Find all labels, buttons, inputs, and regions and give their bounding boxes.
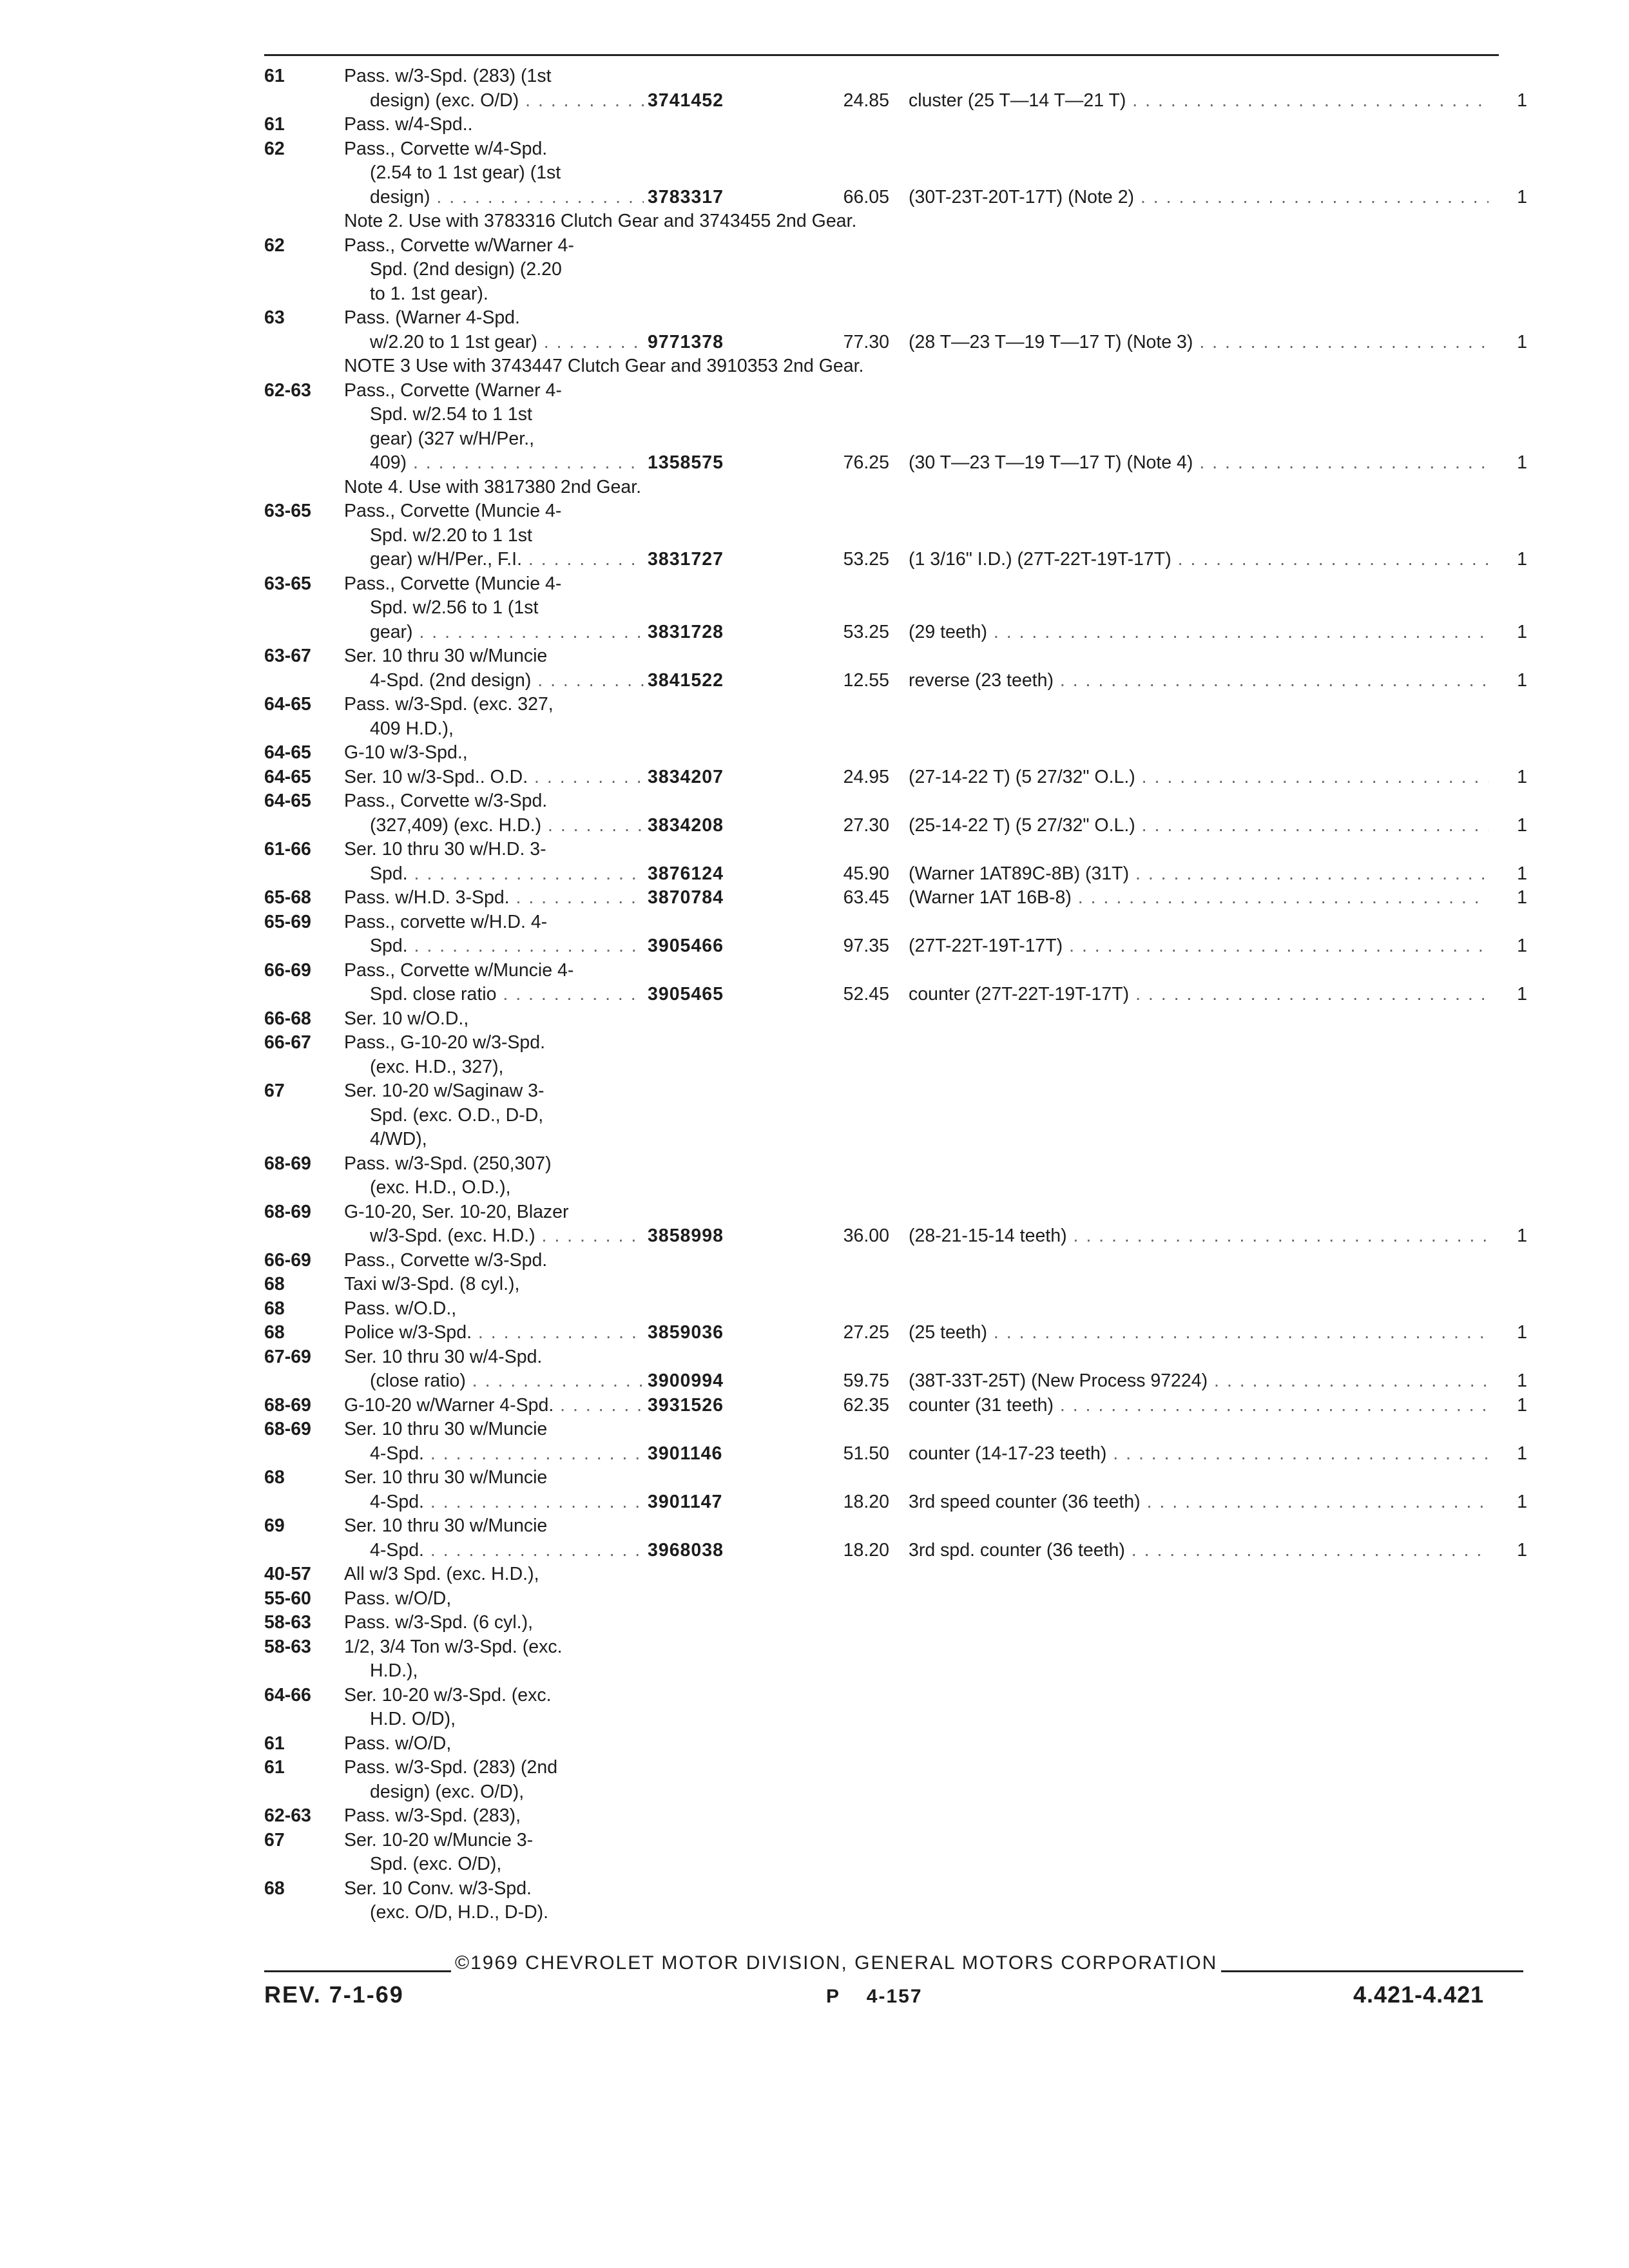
- quantity: 1: [1517, 90, 1527, 111]
- description-line: Pass. w/4-Spd..: [344, 114, 473, 135]
- parts-row: [264, 1249, 1527, 1273]
- description-line: Pass. w/3-Spd. (283) (1st: [344, 66, 552, 86]
- parts-row: [264, 1345, 1527, 1394]
- description-line: 4-Spd. . . .: [344, 1539, 644, 1563]
- quantity: 1: [1517, 1491, 1527, 1512]
- gear-specification: cluster (25 T—14 T—21 T) . . .: [909, 89, 1489, 113]
- application-description: [344, 959, 644, 1007]
- part-number: 3858998: [648, 1225, 724, 1246]
- description-line: Pass., Corvette (Muncie 4-: [344, 573, 562, 594]
- parts-row: [264, 741, 1527, 765]
- model-years: 68-69: [264, 1394, 311, 1416]
- description-line: (327,409) (exc. H.D.) . . .: [344, 814, 644, 838]
- part-number: 3741452: [648, 90, 724, 111]
- part-number: 3905465: [648, 984, 724, 1004]
- parts-row: [264, 572, 1527, 645]
- quantity: 1: [1517, 936, 1527, 956]
- application-description: [344, 64, 644, 113]
- description-line: Pass., Corvette w/4-Spd.: [344, 138, 548, 159]
- parts-row: [264, 1079, 1527, 1152]
- description-line: Spd. (exc. O/D),: [370, 1854, 502, 1874]
- gear-specification: counter (31 teeth) . . .: [909, 1394, 1489, 1418]
- description-line: gear) (327 w/H/Per.,: [370, 428, 535, 449]
- description-line: (close ratio) . . .: [344, 1369, 644, 1394]
- application-description: [344, 789, 644, 838]
- price: 36.00: [843, 1225, 889, 1246]
- description-line: Pass. w/3-Spd. (283) (2nd: [344, 1757, 558, 1778]
- application-description: [344, 1756, 644, 1804]
- price: 18.20: [843, 1491, 889, 1512]
- note-text: Note 4. Use with 3817380 2nd Gear.: [344, 476, 642, 497]
- application-description: [344, 1394, 644, 1418]
- parts-row: [264, 1200, 1527, 1249]
- parts-row: [264, 1514, 1527, 1562]
- description-line: Ser. 10-20 w/3-Spd. (exc.: [344, 1684, 552, 1706]
- application-description: [344, 234, 644, 307]
- application-description: [344, 1079, 644, 1152]
- gear-specification: 3rd spd. counter (36 teeth) . . .: [909, 1539, 1489, 1563]
- model-years: 64-65: [264, 766, 311, 787]
- description-line: Pass., Corvette (Muncie 4-: [344, 501, 562, 521]
- description-line: 4-Spd. (2nd design) . . .: [344, 669, 644, 693]
- application-description: [344, 499, 644, 572]
- model-years: 62-63: [264, 380, 311, 401]
- model-years: 63-65: [264, 501, 311, 521]
- description-line: Pass. w/3-Spd. (283),: [344, 1805, 521, 1826]
- gear-specification: (1 3/16" I.D.) (27T-22T-19T-17T) . . .: [909, 548, 1489, 572]
- application-description: [344, 1152, 644, 1200]
- description-line: H.D.),: [370, 1660, 418, 1681]
- description-line: gear) w/H/Per., F.I. . . .: [344, 548, 644, 572]
- note-text: Note 2. Use with 3783316 Clutch Gear and 3743455 2nd Gear.: [344, 211, 857, 231]
- parts-row: [264, 137, 1527, 210]
- model-years: 64-65: [264, 694, 311, 715]
- parts-row: [264, 1394, 1527, 1418]
- application-description: [344, 1031, 644, 1079]
- quantity: 1: [1517, 331, 1527, 352]
- description-line: G-10-20, Ser. 10-20, Blazer: [344, 1201, 569, 1222]
- application-description: [344, 1466, 644, 1514]
- description-line: Pass. w/O/D,: [344, 1733, 452, 1754]
- price: 24.85: [843, 90, 889, 111]
- copyright-text: ©1969 CHEVROLET MOTOR DIVISION, GENERAL MOTORS CORPORATION: [451, 1952, 1221, 1974]
- part-number: 3876124: [648, 863, 724, 884]
- application-description: [344, 137, 644, 210]
- description-line: Pass., G-10-20 w/3-Spd.: [344, 1032, 546, 1053]
- parts-row: [264, 1732, 1527, 1756]
- gear-specification: (27T-22T-19T-17T) . . .: [909, 934, 1489, 959]
- description-line: Pass., Corvette (Warner 4-: [344, 380, 562, 401]
- application-description: [344, 1297, 644, 1321]
- description-line: 409) . . .: [344, 451, 644, 476]
- revision-date: REV. 7-1-69: [264, 1981, 404, 2008]
- part-number: 3905466: [648, 936, 724, 956]
- top-rule: [264, 54, 1499, 56]
- description-line: w/2.20 to 1 1st gear) . . .: [344, 331, 644, 355]
- section-number: 4.421-4.421: [1353, 1981, 1485, 2008]
- model-years: 40-57: [264, 1564, 311, 1584]
- quantity: 1: [1517, 1225, 1527, 1246]
- application-description: [344, 1732, 644, 1756]
- application-description: [344, 1345, 644, 1394]
- gear-specification: (Warner 1AT 16B-8) . . .: [909, 886, 1489, 910]
- price: 24.95: [843, 766, 889, 787]
- description-line: (exc. O/D, H.D., D-D).: [370, 1902, 549, 1923]
- price: 63.45: [843, 887, 889, 908]
- parts-row: [264, 1829, 1527, 1877]
- quantity: 1: [1517, 669, 1527, 691]
- description-line: Ser. 10 thru 30 w/H.D. 3-: [344, 839, 546, 860]
- parts-row: [264, 1562, 1527, 1587]
- price: 12.55: [843, 669, 889, 691]
- description-line: Pass., Corvette w/Muncie 4-: [344, 959, 574, 981]
- parts-list: [264, 64, 1527, 1925]
- application-description: [344, 1635, 644, 1684]
- model-years: 68: [264, 1322, 285, 1343]
- gear-specification: 3rd speed counter (36 teeth) . . .: [909, 1490, 1489, 1515]
- parts-row: [264, 1031, 1527, 1079]
- part-number: 3834207: [648, 766, 724, 787]
- parts-row: [264, 1152, 1527, 1200]
- parts-row: [264, 693, 1527, 741]
- description-line: design) (exc. O/D),: [370, 1781, 525, 1802]
- quantity: 1: [1517, 549, 1527, 570]
- quantity: 1: [1517, 1394, 1527, 1416]
- description-line: Pass. w/3-Spd. (6 cyl.),: [344, 1612, 534, 1633]
- quantity: 1: [1517, 863, 1527, 884]
- application-description: [344, 1321, 644, 1345]
- model-years: 64-66: [264, 1684, 311, 1706]
- description-line: Ser. 10 thru 30 w/Muncie: [344, 646, 548, 666]
- parts-row: [264, 644, 1527, 693]
- parts-row: [264, 838, 1527, 886]
- description-line: design) . . .: [344, 186, 644, 210]
- model-years: 61-66: [264, 839, 311, 860]
- description-line: Pass. (Warner 4-Spd.: [344, 307, 520, 328]
- model-years: 68: [264, 1467, 285, 1488]
- part-number: 3931526: [648, 1394, 724, 1416]
- gear-specification: (30T-23T-20T-17T) (Note 2) . . .: [909, 186, 1489, 210]
- application-description: [344, 693, 644, 741]
- parts-row: [264, 1273, 1527, 1297]
- model-years: 62-63: [264, 1805, 311, 1826]
- gear-specification: counter (27T-22T-19T-17T) . . .: [909, 983, 1489, 1007]
- parts-row: [264, 499, 1527, 572]
- parts-row: [264, 1756, 1527, 1804]
- model-years: 65-68: [264, 887, 311, 908]
- application-description: [344, 572, 644, 645]
- price: 53.25: [843, 621, 889, 642]
- parts-row: [264, 379, 1527, 476]
- gear-specification: (29 teeth) . . .: [909, 620, 1489, 645]
- application-description: [344, 379, 644, 476]
- part-number: 3831728: [648, 621, 724, 642]
- part-number: 3901147: [648, 1491, 723, 1512]
- parts-row: [264, 1418, 1527, 1466]
- description-line: Ser. 10-20 w/Muncie 3-: [344, 1829, 534, 1850]
- part-number: 3870784: [648, 887, 724, 908]
- description-line: (exc. H.D., 327),: [370, 1056, 504, 1077]
- application-description: [344, 644, 644, 693]
- model-years: 68-69: [264, 1153, 311, 1174]
- description-line: Pass. w/3-Spd. (250,307): [344, 1153, 552, 1174]
- model-years: 65-69: [264, 911, 311, 932]
- description-line: All w/3 Spd. (exc. H.D.),: [344, 1564, 539, 1584]
- price: 76.25: [843, 452, 889, 473]
- model-years: 68: [264, 1274, 285, 1294]
- model-years: 66-69: [264, 959, 311, 981]
- price: 66.05: [843, 186, 889, 207]
- application-description: [344, 1418, 644, 1466]
- description-line: (2.54 to 1 1st gear) (1st: [370, 162, 561, 183]
- application-description: [344, 1877, 644, 1925]
- gear-specification: (Warner 1AT89C-8B) (31T) . . .: [909, 862, 1489, 887]
- application-description: [344, 838, 644, 886]
- quantity: 1: [1517, 814, 1527, 836]
- parts-row: [264, 113, 1527, 137]
- description-line: 4-Spd. . . .: [344, 1490, 644, 1515]
- model-years: 64-65: [264, 791, 311, 811]
- description-line: Ser. 10 thru 30 w/Muncie: [344, 1467, 548, 1488]
- application-description: [344, 1562, 644, 1587]
- parts-row: [264, 886, 1527, 910]
- application-description: [344, 1611, 644, 1635]
- description-line: (exc. H.D., O.D.),: [370, 1177, 511, 1198]
- model-years: 63-65: [264, 573, 311, 594]
- gear-specification: (28-21-15-14 teeth) . . .: [909, 1224, 1489, 1249]
- model-years: 68-69: [264, 1419, 311, 1439]
- description-line: Taxi w/3-Spd. (8 cyl.),: [344, 1274, 520, 1294]
- application-description: [344, 1514, 644, 1562]
- note-row: [264, 209, 1527, 234]
- parts-row: [264, 1321, 1527, 1345]
- model-years: 61: [264, 1733, 285, 1754]
- part-number: 3968038: [648, 1539, 724, 1561]
- gear-specification: (30 T—23 T—19 T—17 T) (Note 4) . . .: [909, 451, 1489, 476]
- price: 97.35: [843, 936, 889, 956]
- model-years: 67: [264, 1081, 285, 1101]
- gear-specification: (25-14-22 T) (5 27/32" O.L.) . . .: [909, 814, 1489, 838]
- price: 59.75: [843, 1370, 889, 1391]
- description-line: Ser. 10 w/3-Spd.. O.D. . . .: [344, 765, 644, 790]
- description-line: Pass. w/O.D.,: [344, 1298, 457, 1319]
- part-number: 3831727: [648, 549, 724, 570]
- quantity: 1: [1517, 1539, 1527, 1561]
- parts-row: [264, 234, 1527, 307]
- model-years: 63-67: [264, 646, 311, 666]
- part-number: 3900994: [648, 1370, 724, 1391]
- gear-specification: reverse (23 teeth) . . .: [909, 669, 1489, 693]
- parts-row: [264, 765, 1527, 790]
- description-line: Spd. . . .: [344, 934, 644, 959]
- model-years: 68: [264, 1878, 285, 1899]
- quantity: 1: [1517, 766, 1527, 787]
- application-description: [344, 1587, 644, 1611]
- model-years: 55-60: [264, 1588, 311, 1609]
- price: 52.45: [843, 984, 889, 1004]
- description-line: 1/2, 3/4 Ton w/3-Spd. (exc.: [344, 1636, 563, 1657]
- parts-row: [264, 64, 1527, 113]
- model-years: 69: [264, 1515, 285, 1536]
- description-line: Spd. close ratio . . .: [344, 983, 644, 1007]
- model-years: 66-69: [264, 1249, 311, 1271]
- parts-row: [264, 1466, 1527, 1514]
- description-line: Pass., Corvette w/3-Spd.: [344, 791, 548, 811]
- description-line: Pass. w/H.D. 3-Spd. . . .: [344, 886, 644, 910]
- application-description: [344, 1249, 644, 1273]
- application-description: [344, 765, 644, 790]
- description-line: 409 H.D.),: [370, 718, 454, 739]
- note-row: [264, 476, 1527, 500]
- description-line: Ser. 10 thru 30 w/Muncie: [344, 1515, 548, 1536]
- description-line: Pass., Corvette w/3-Spd.: [344, 1249, 548, 1271]
- description-line: Spd. (2nd design) (2.20: [370, 259, 562, 280]
- application-description: [344, 1829, 644, 1877]
- application-description: [344, 1200, 644, 1249]
- description-line: Pass., Corvette w/Warner 4-: [344, 235, 574, 256]
- application-description: [344, 1273, 644, 1297]
- part-number: 9771378: [648, 331, 724, 352]
- model-years: 61: [264, 1757, 285, 1778]
- parts-row: [264, 1635, 1527, 1684]
- quantity: 1: [1517, 1370, 1527, 1391]
- part-number: 3901146: [648, 1443, 723, 1464]
- quantity: 1: [1517, 887, 1527, 908]
- part-number: 3841522: [648, 669, 724, 691]
- note-text: NOTE 3 Use with 3743447 Clutch Gear and 3910353 2nd Gear.: [344, 356, 864, 376]
- parts-row: [264, 306, 1527, 354]
- quantity: 1: [1517, 1443, 1527, 1464]
- quantity: 1: [1517, 621, 1527, 642]
- description-line: H.D. O/D),: [370, 1709, 456, 1729]
- application-description: [344, 910, 644, 959]
- model-years: 61: [264, 66, 285, 86]
- parts-row: [264, 1877, 1527, 1925]
- model-years: 62: [264, 235, 285, 256]
- parts-row: [264, 1007, 1527, 1032]
- application-description: [344, 1007, 644, 1032]
- model-years: 64-65: [264, 742, 311, 763]
- description-line: Pass. w/O/D,: [344, 1588, 452, 1609]
- description-line: Spd. (exc. O.D., D-D,: [370, 1104, 544, 1126]
- price: 45.90: [843, 863, 889, 884]
- description-line: Police w/3-Spd. . . .: [344, 1321, 644, 1345]
- description-line: to 1. 1st gear).: [370, 283, 488, 304]
- application-description: [344, 1804, 644, 1829]
- model-years: 58-63: [264, 1612, 311, 1633]
- description-line: 4/WD),: [370, 1129, 427, 1149]
- description-line: Spd. w/2.56 to 1 (1st: [370, 597, 539, 618]
- gear-specification: counter (14-17-23 teeth) . . .: [909, 1442, 1489, 1466]
- price: 51.50: [843, 1443, 889, 1464]
- application-description: [344, 886, 644, 910]
- application-description: [344, 1684, 644, 1732]
- description-line: Ser. 10 Conv. w/3-Spd.: [344, 1878, 532, 1899]
- page-number: P 4-157: [826, 1986, 923, 2007]
- description-line: Ser. 10 thru 30 w/Muncie: [344, 1419, 548, 1439]
- quantity: 1: [1517, 452, 1527, 473]
- gear-specification: (25 teeth) . . .: [909, 1321, 1489, 1345]
- parts-row: [264, 959, 1527, 1007]
- parts-row: [264, 910, 1527, 959]
- description-line: Spd. . . .: [344, 862, 644, 887]
- price: 77.30: [843, 331, 889, 352]
- description-line: Ser. 10-20 w/Saginaw 3-: [344, 1081, 545, 1101]
- price: 27.30: [843, 814, 889, 836]
- description-line: Ser. 10 w/O.D.,: [344, 1008, 469, 1029]
- price: 62.35: [843, 1394, 889, 1416]
- description-line: w/3-Spd. (exc. H.D.) . . .: [344, 1224, 644, 1249]
- gear-specification: (27-14-22 T) (5 27/32" O.L.) . . .: [909, 765, 1489, 790]
- price: 53.25: [843, 549, 889, 570]
- description-line: G-10-20 w/Warner 4-Spd. . . .: [344, 1394, 644, 1418]
- parts-row: [264, 1804, 1527, 1829]
- description-line: 4-Spd. . . .: [344, 1442, 644, 1466]
- price: 18.20: [843, 1539, 889, 1561]
- description-line: Pass. w/3-Spd. (exc. 327,: [344, 694, 554, 715]
- description-line: G-10 w/3-Spd.,: [344, 742, 468, 763]
- model-years: 58-63: [264, 1636, 311, 1657]
- parts-row: [264, 1297, 1527, 1321]
- part-number: 3783317: [648, 186, 724, 207]
- model-years: 67-69: [264, 1346, 311, 1367]
- parts-row: [264, 1587, 1527, 1611]
- application-description: [344, 306, 644, 354]
- price: 27.25: [843, 1322, 889, 1343]
- model-years: 63: [264, 307, 285, 328]
- quantity: 1: [1517, 1322, 1527, 1343]
- description-line: design) (exc. O/D) . . .: [344, 89, 644, 113]
- description-line: gear) . . .: [344, 620, 644, 645]
- note-row: [264, 354, 1527, 379]
- gear-specification: (38T-33T-25T) (New Process 97224) . . .: [909, 1369, 1489, 1394]
- quantity: 1: [1517, 984, 1527, 1004]
- model-years: 62: [264, 138, 285, 159]
- model-years: 68: [264, 1298, 285, 1319]
- part-number: 3859036: [648, 1322, 724, 1343]
- description-line: Pass., corvette w/H.D. 4-: [344, 911, 548, 932]
- application-description: [344, 113, 644, 137]
- description-line: Ser. 10 thru 30 w/4-Spd.: [344, 1346, 543, 1367]
- part-number: 1358575: [648, 452, 724, 473]
- model-years: 61: [264, 114, 285, 135]
- quantity: 1: [1517, 186, 1527, 207]
- parts-row: [264, 1684, 1527, 1732]
- part-number: 3834208: [648, 814, 724, 836]
- description-line: Spd. w/2.20 to 1 1st: [370, 524, 532, 546]
- gear-specification: (28 T—23 T—19 T—17 T) (Note 3) . . .: [909, 331, 1489, 355]
- model-years: 67: [264, 1829, 285, 1850]
- model-years: 68-69: [264, 1201, 311, 1222]
- parts-row: [264, 1611, 1527, 1635]
- model-years: 66-67: [264, 1032, 311, 1053]
- application-description: [344, 741, 644, 765]
- description-line: Spd. w/2.54 to 1 1st: [370, 404, 532, 425]
- model-years: 66-68: [264, 1008, 311, 1029]
- parts-row: [264, 789, 1527, 838]
